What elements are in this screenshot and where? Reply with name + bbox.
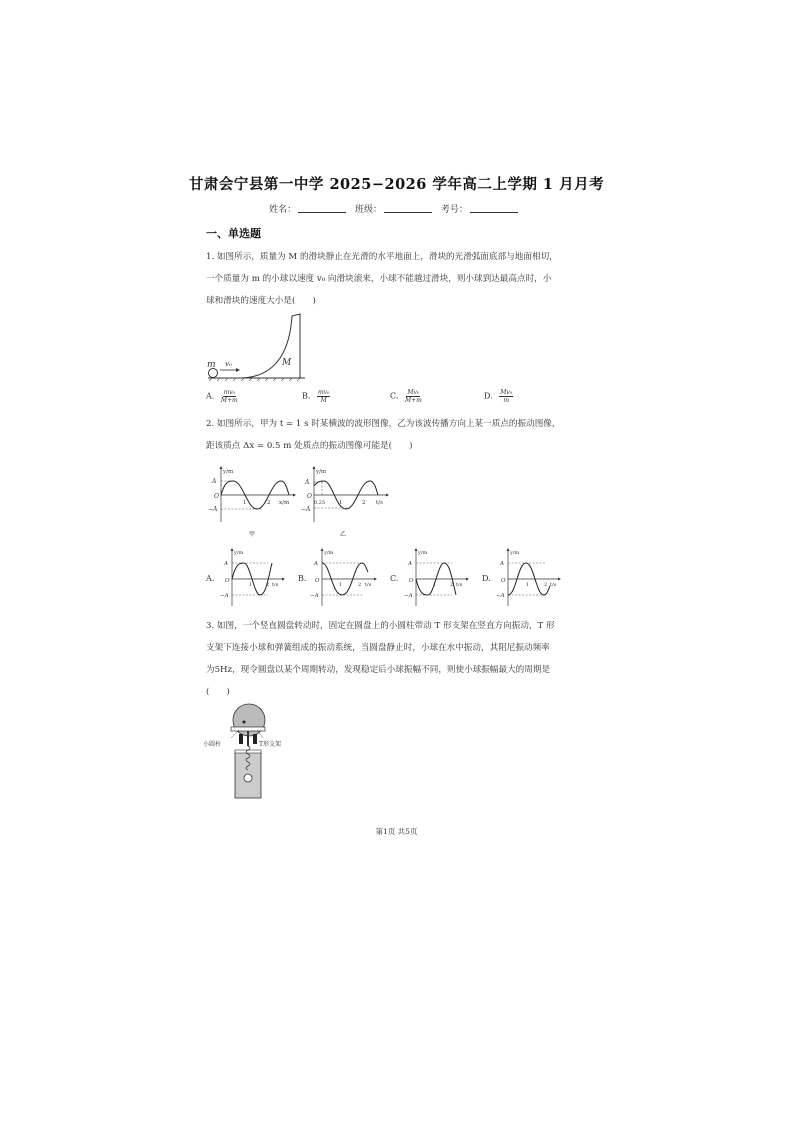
q2-option-d[interactable]: D. bbox=[482, 574, 491, 583]
tick-1: 1 bbox=[339, 582, 343, 588]
label-negA: −A bbox=[496, 593, 505, 599]
q2-line2: 距该质点 Δx = 0.5 m 处质点的振动图像可能是( ) bbox=[206, 441, 413, 451]
label-negA: −A bbox=[310, 593, 319, 599]
name-blank[interactable] bbox=[298, 203, 346, 213]
option-label: B. bbox=[302, 391, 311, 401]
label-v0: v₀ bbox=[225, 360, 232, 368]
x-label: t/s bbox=[365, 582, 372, 588]
q1-option-a[interactable] bbox=[206, 389, 238, 404]
tick-2: 2 bbox=[267, 500, 271, 506]
x-label: t/s bbox=[456, 582, 463, 588]
label-O: O bbox=[315, 578, 320, 584]
q1-line1: 1. 如图所示，质量为 M 的滑块静止在光滑的水平地面上，滑块的光滑弧面底部与地面相切， bbox=[206, 252, 558, 262]
class-label: 班级： bbox=[354, 205, 382, 215]
q2-option-a[interactable]: A. bbox=[206, 574, 215, 583]
tick-025: 0.25 bbox=[314, 500, 326, 506]
option-label: C. bbox=[390, 391, 399, 401]
caption-yi: 乙 bbox=[340, 531, 347, 538]
tick-1: 1 bbox=[249, 582, 253, 588]
tick-2: 2 bbox=[450, 582, 454, 588]
y-label: y/m bbox=[418, 550, 428, 556]
page-footer: 第1页 共5页 bbox=[375, 827, 418, 836]
q1-line3: 球和滑块的速度大小是( ) bbox=[206, 296, 316, 306]
question-3-text bbox=[206, 615, 594, 703]
slider-block bbox=[242, 314, 300, 378]
student-info bbox=[0, 202, 793, 215]
q1-figure bbox=[200, 310, 310, 382]
q2-option-b[interactable]: B. bbox=[298, 574, 307, 583]
section-title: 一、单选题 bbox=[206, 227, 261, 240]
tick-1: 1 bbox=[526, 582, 530, 588]
y-label: y/m bbox=[234, 550, 244, 556]
label-negA: −A bbox=[404, 593, 413, 599]
tick-2: 2 bbox=[358, 582, 362, 588]
vibration-graph-yi bbox=[300, 464, 395, 540]
q3-apparatus-figure bbox=[203, 700, 293, 800]
question-1-text bbox=[206, 246, 594, 312]
numerator: Mv₀ bbox=[500, 389, 513, 396]
q3-line1: 3. 如图，一个竖直圆盘转动时，固定在圆盘上的小圆柱带动 T 形支架在竖直方向振动，T 形 bbox=[206, 621, 555, 631]
label-O: O bbox=[225, 578, 230, 584]
option-label: A. bbox=[206, 391, 215, 401]
guide-left bbox=[239, 734, 243, 744]
class-blank[interactable] bbox=[384, 203, 432, 213]
id-blank[interactable] bbox=[470, 203, 518, 213]
option-fraction bbox=[317, 389, 330, 404]
tick-2: 2 bbox=[362, 500, 366, 506]
y-label: y/m bbox=[324, 550, 334, 556]
y-label: y/m bbox=[223, 469, 234, 475]
q2-line1: 2. 如图所示，甲为 t = 1 s 时某横波的波形图像，乙为该波传播方向上某一质点的振动图像， bbox=[206, 419, 561, 429]
q3-line2: 支架下连接小球和弹簧组成的振动系统，当圆盘静止时，小球在水中振动，其阻尼振动频率 bbox=[206, 643, 550, 653]
label-A: A bbox=[500, 561, 504, 567]
exam-title: 甘肃会宁县第一中学 2025−2026 学年高二上学期 1 月月考 bbox=[188, 176, 605, 193]
q3-line3: 为5Hz，现令圆盘以某个周期转动，发现稳定后小球振幅不同，则使小球振幅最大的周期是 bbox=[206, 665, 551, 675]
option-fraction bbox=[499, 389, 513, 404]
q2-option-b-graph[interactable] bbox=[308, 546, 383, 610]
small-cylinder bbox=[243, 721, 246, 724]
y-label: y/m bbox=[316, 469, 327, 475]
tick-2: 2 bbox=[266, 582, 270, 588]
x-label: x/m bbox=[279, 500, 290, 506]
question-2-text bbox=[206, 413, 594, 457]
caption-jia: 甲 bbox=[249, 531, 256, 538]
label-negA: −A bbox=[208, 506, 218, 513]
name-label: 姓名： bbox=[269, 205, 297, 215]
denominator: m bbox=[503, 397, 510, 404]
label-A: A bbox=[305, 479, 310, 486]
y-label: y/m bbox=[510, 550, 520, 556]
wave-graph-jia bbox=[203, 464, 298, 540]
arrow-head bbox=[236, 368, 240, 372]
label-M: M bbox=[282, 358, 292, 368]
q1-line2: 一个质量为 m 的小球以速度 v₀ 向滑块滚来，小球不能越过滑块，则小球到达最高点时，小 bbox=[206, 274, 552, 284]
x-label: t/s bbox=[376, 500, 383, 506]
q1-option-d[interactable] bbox=[484, 389, 513, 404]
denominator: M+m bbox=[220, 397, 238, 404]
label-O: O bbox=[501, 578, 506, 584]
label-negA: −A bbox=[301, 506, 311, 513]
label-A: A bbox=[408, 561, 412, 567]
label-A: A bbox=[224, 561, 228, 567]
x-label: t/s bbox=[272, 582, 279, 588]
q2-option-d-graph[interactable] bbox=[494, 546, 566, 610]
ball bbox=[244, 774, 252, 782]
denominator: M+m bbox=[404, 397, 422, 404]
option-fraction bbox=[405, 389, 422, 404]
denominator: M bbox=[320, 397, 327, 404]
label-small-cylinder: 小圆柱 bbox=[203, 741, 222, 748]
numerator: mv₀ bbox=[317, 389, 330, 396]
id-label: 考号： bbox=[440, 205, 468, 215]
tick-1: 1 bbox=[433, 582, 437, 588]
numerator: mv₀ bbox=[223, 389, 236, 396]
option-fraction bbox=[221, 389, 238, 404]
label-O: O bbox=[307, 493, 312, 500]
label-t-frame: T形支架 bbox=[259, 741, 282, 748]
label-negA: −A bbox=[220, 593, 229, 599]
guide-right bbox=[253, 734, 257, 744]
label-O: O bbox=[214, 493, 219, 500]
tick-1: 1 bbox=[243, 500, 247, 506]
q2-option-c[interactable]: C. bbox=[390, 574, 399, 583]
q1-option-c[interactable] bbox=[390, 389, 422, 404]
tank-rim bbox=[235, 750, 261, 753]
q1-option-b[interactable] bbox=[302, 389, 330, 404]
numerator: Mv₀ bbox=[407, 389, 420, 396]
label-O: O bbox=[409, 578, 414, 584]
label-A: A bbox=[314, 561, 318, 567]
label-A: A bbox=[212, 478, 217, 485]
tick-1: 1 bbox=[339, 500, 343, 506]
q3-line4: ( ) bbox=[206, 687, 230, 697]
q2-option-c-graph[interactable] bbox=[402, 546, 472, 610]
q2-option-a-graph[interactable] bbox=[218, 546, 288, 610]
x-label: t/s bbox=[550, 582, 557, 588]
label-m: m bbox=[207, 360, 216, 370]
tick-2: 2 bbox=[544, 582, 548, 588]
option-label: D. bbox=[484, 391, 493, 401]
t-frame-bar bbox=[231, 727, 265, 731]
